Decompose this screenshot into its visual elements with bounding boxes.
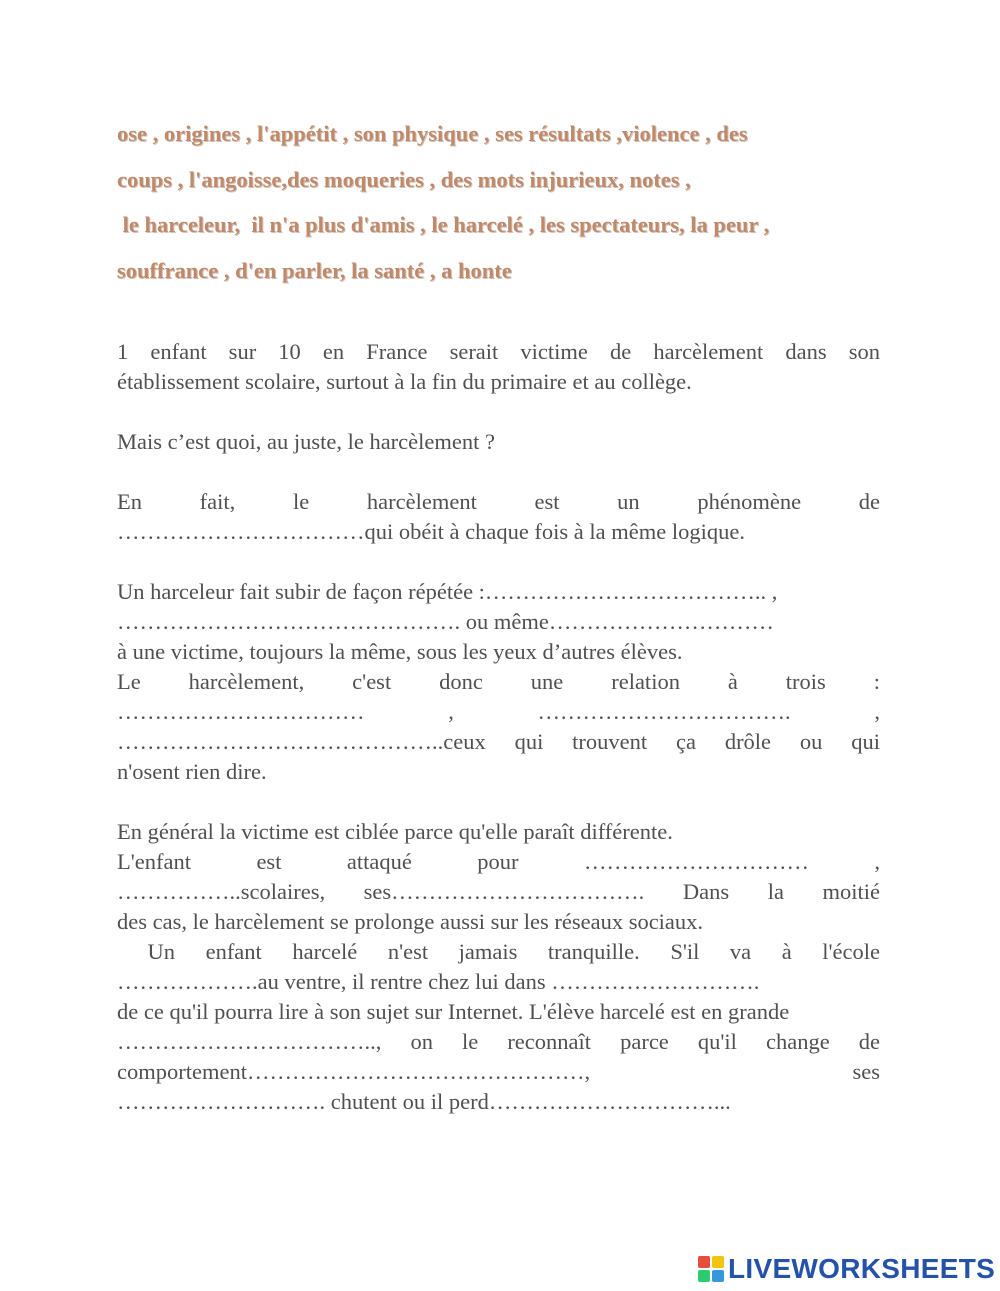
text-line: Le harcèlement, c'est donc une relation à trois : [117,669,880,694]
text-line: ……………….au ventre, il rentre chez lui dans ………………………. [117,969,760,994]
text-line: ……………………………………..ceux qui trouvent ça drôle ou qui [117,729,880,754]
logo-text: LIVEWORKSHEETS [728,1253,996,1284]
paragraph-harasser [117,577,880,787]
word-bank-line: ose , origines , l'appétit , son physique , ses résultats ,violence , des [117,121,748,146]
text-line: En général la victime est ciblée parce qu'elle paraît différente. [117,819,673,844]
text-line: à une victime, toujours la même, sous les yeux d’autres élèves. [117,639,683,664]
paragraph-intro [117,337,880,397]
text-line: Mais c’est quoi, au juste, le harcèlement ? [117,429,495,454]
text-line: établissement scolaire, surtout à la fin du primaire et au collège. [117,369,692,394]
paragraph-definition [117,487,880,547]
word-bank-line: souffrance , d'en parler, la santé , a honte [117,257,512,283]
text-line: de ce qu'il pourra lire à son sujet sur Internet. L'élève harcelé est en grande [117,999,790,1024]
text-line: 1 enfant sur 10 en France serait victime de harcèlement dans son [117,339,880,364]
text-line: En fait, le harcèlement est un phénomène de [117,489,880,514]
text-line: L'enfant est attaqué pour ………………………… , [117,849,880,874]
text-line: …………………………….., on le reconnaît parce qu'il change de [117,1029,880,1054]
text-line: ………………………………………. ou même………………………… [117,609,774,634]
paragraph-question [117,427,880,457]
word-bank-line: le harceleur, il n'a plus d'amis , le harcelé , les spectateurs, la peur , [117,212,770,237]
text-line: ……………..scolaires, ses……………………………. Dans la moitié [117,879,880,904]
exercise-text [117,337,880,1117]
text-line: Un enfant harcelé n'est jamais tranquille. S'il va à l'école [117,939,880,964]
text-line: Un harceleur fait subir de façon répétée :……………………………….. , [117,579,778,604]
word-bank [117,116,897,298]
liveworksheets-logo [698,1252,995,1286]
liveworksheets-logo-icon [698,1256,724,1282]
text-line: n'osent rien dire. [117,759,267,784]
text-line: comportement………………………………………, ses [117,1059,880,1084]
text-line: ……………………………qui obéit à chaque fois à la même logique. [117,519,746,544]
text-line: ………………………. chutent ou il perd…………………………... [117,1089,731,1114]
paragraph-victim [117,817,880,1117]
text-line: …………………………… , ……………………………. , [117,699,880,724]
text-line: des cas, le harcèlement se prolonge aussi sur les réseaux sociaux. [117,909,704,934]
word-bank-line: coups , l'angoisse,des moqueries , des mots injurieux, notes , [117,166,691,192]
